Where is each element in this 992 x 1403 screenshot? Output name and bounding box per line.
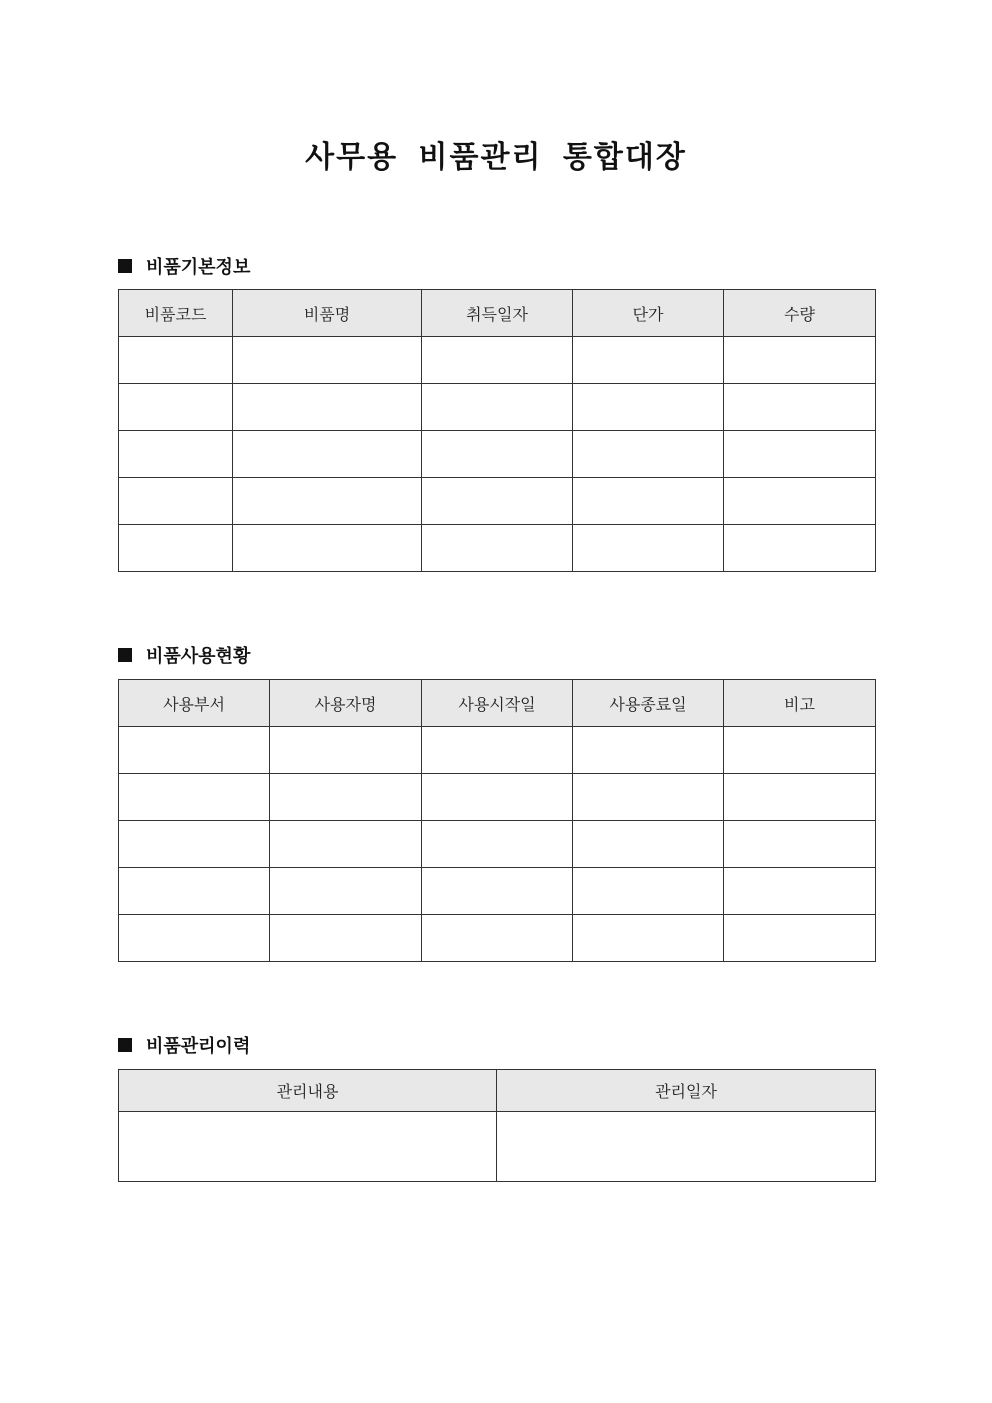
table-cell[interactable] (119, 525, 233, 572)
column-header: 비고 (724, 680, 876, 727)
table-cell[interactable] (724, 774, 876, 821)
table-header-row (119, 1070, 876, 1112)
table-row (119, 431, 876, 478)
table-row (119, 337, 876, 384)
usage-status-table (118, 679, 876, 962)
table-cell[interactable] (724, 525, 876, 572)
table-cell[interactable] (422, 337, 573, 384)
table-cell[interactable] (119, 1112, 497, 1182)
table-cell[interactable] (724, 915, 876, 962)
table-cell[interactable] (724, 727, 876, 774)
table-cell[interactable] (422, 774, 573, 821)
table-header-row (119, 290, 876, 337)
column-header: 사용시작일 (422, 680, 573, 727)
table-cell[interactable] (573, 821, 724, 868)
table-cell[interactable] (270, 821, 422, 868)
column-header: 사용부서 (119, 680, 270, 727)
column-header: 수량 (724, 290, 876, 337)
table-cell[interactable] (724, 478, 876, 525)
table-cell[interactable] (573, 337, 724, 384)
table-cell[interactable] (724, 821, 876, 868)
basic-info-table (118, 289, 876, 572)
table-cell[interactable] (573, 915, 724, 962)
square-bullet-icon (118, 259, 132, 273)
table-row (119, 774, 876, 821)
table-cell[interactable] (119, 727, 270, 774)
table-row (119, 525, 876, 572)
table-cell[interactable] (422, 478, 573, 525)
table-cell[interactable] (119, 915, 270, 962)
column-header: 사용종료일 (573, 680, 724, 727)
square-bullet-icon (118, 1038, 132, 1052)
table-cell[interactable] (270, 915, 422, 962)
table-cell[interactable] (270, 774, 422, 821)
table-cell[interactable] (233, 525, 422, 572)
table-cell[interactable] (724, 431, 876, 478)
table-cell[interactable] (573, 431, 724, 478)
table-cell[interactable] (573, 384, 724, 431)
table-cell[interactable] (497, 1112, 876, 1182)
table-row (119, 384, 876, 431)
table-cell[interactable] (422, 727, 573, 774)
table-row (119, 821, 876, 868)
section-heading-label: 비품관리이력 (146, 1036, 251, 1057)
square-bullet-icon (118, 648, 132, 662)
table-cell[interactable] (233, 478, 422, 525)
section-heading-usage-status (118, 642, 250, 668)
table-cell[interactable] (119, 337, 233, 384)
table-cell[interactable] (233, 337, 422, 384)
column-header: 관리일자 (497, 1070, 876, 1112)
table-cell[interactable] (270, 868, 422, 915)
table-cell[interactable] (573, 727, 724, 774)
table-cell[interactable] (119, 431, 233, 478)
table-cell[interactable] (119, 774, 270, 821)
table-row (119, 727, 876, 774)
table-cell[interactable] (422, 915, 573, 962)
column-header: 사용자명 (270, 680, 422, 727)
column-header: 비품명 (233, 290, 422, 337)
column-header: 단가 (573, 290, 724, 337)
table-cell[interactable] (724, 868, 876, 915)
table-cell[interactable] (270, 727, 422, 774)
table-cell[interactable] (119, 384, 233, 431)
section-heading-basic-info (118, 253, 250, 279)
column-header: 취득일자 (422, 290, 573, 337)
table-cell[interactable] (233, 431, 422, 478)
section-heading-label: 비품기본정보 (146, 257, 251, 278)
management-history-table (118, 1069, 876, 1182)
table-row (119, 915, 876, 962)
table-cell[interactable] (233, 384, 422, 431)
table-cell[interactable] (422, 431, 573, 478)
table-cell[interactable] (119, 821, 270, 868)
table-cell[interactable] (119, 478, 233, 525)
table-cell[interactable] (724, 337, 876, 384)
column-header: 관리내용 (119, 1070, 497, 1112)
table-cell[interactable] (573, 478, 724, 525)
table-cell[interactable] (573, 774, 724, 821)
page-title: 사무용 비품관리 통합대장 (305, 140, 687, 175)
table-cell[interactable] (573, 868, 724, 915)
table-cell[interactable] (119, 868, 270, 915)
table-cell[interactable] (422, 384, 573, 431)
column-header: 비품코드 (119, 290, 233, 337)
table-header-row (119, 680, 876, 727)
table-cell[interactable] (573, 525, 724, 572)
table-row (119, 478, 876, 525)
section-heading-label: 비품사용현황 (146, 646, 251, 667)
table-cell[interactable] (724, 384, 876, 431)
table-cell[interactable] (422, 525, 573, 572)
table-cell[interactable] (422, 868, 573, 915)
table-cell[interactable] (422, 821, 573, 868)
section-heading-management-history (118, 1032, 250, 1058)
table-row (119, 868, 876, 915)
table-row (119, 1112, 876, 1182)
